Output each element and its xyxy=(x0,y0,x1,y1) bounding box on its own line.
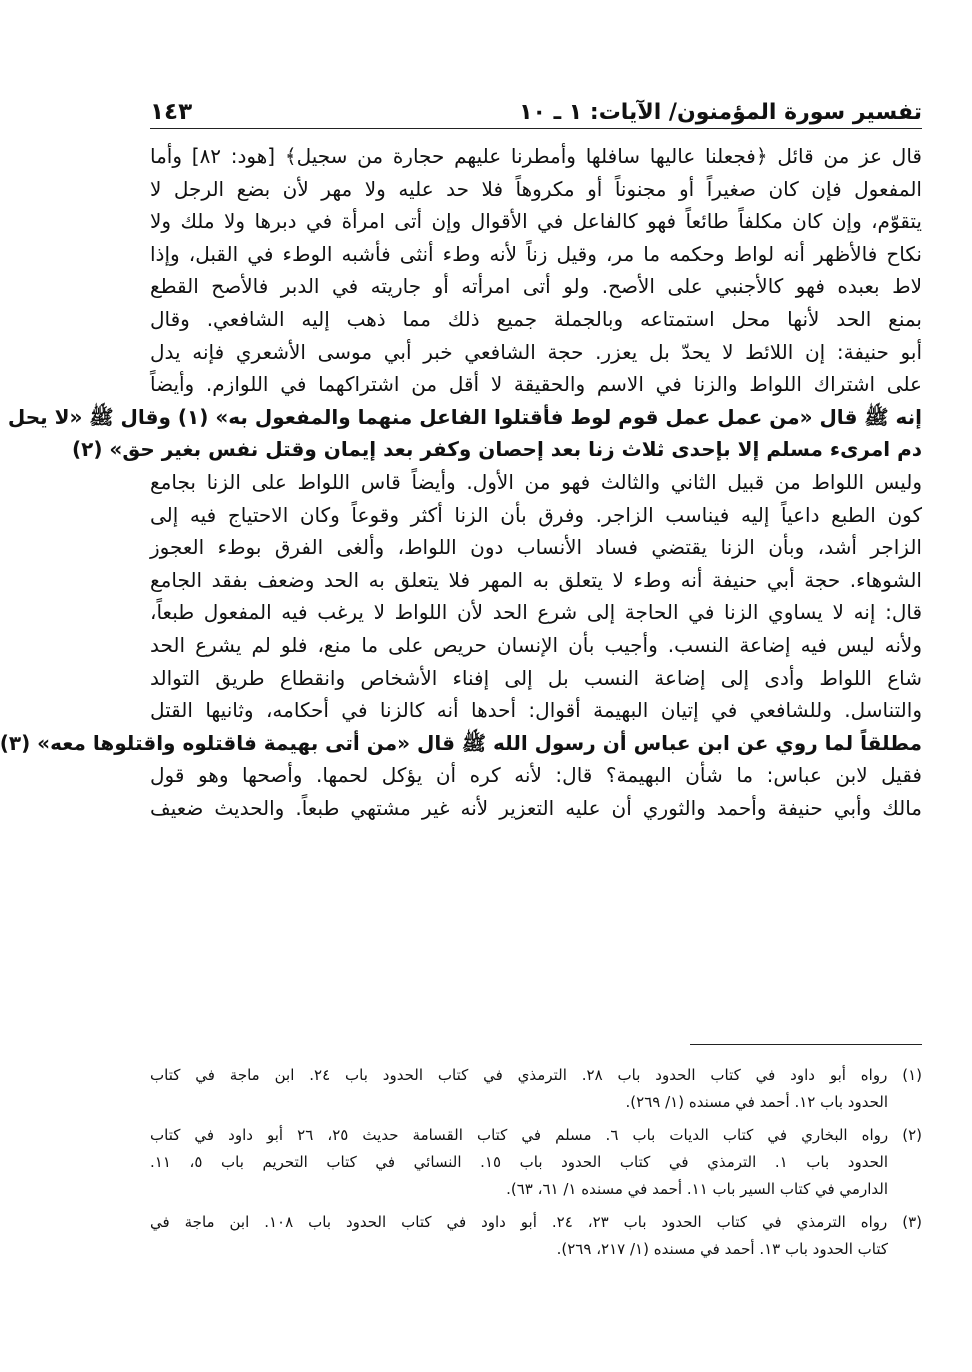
footnote-line: الدارمي في كتاب السير باب ١١. أحمد في مسنده ١/ ٦١، ٦٣). xyxy=(506,1180,888,1198)
text-line: شاع اللواط وأدى إلى إضاعة النسب بل إلى إفناء الأشخاص وانقطاع طريق التوالد xyxy=(150,665,922,690)
text-line: قال عز من قائل ﴿فجعلنا عاليها سافلها وأمطرنا عليهم حجارة من سجيل﴾ [هود: ٨٢] وأما xyxy=(150,144,922,168)
text-line: فقيل لابن عباس: ما شأن البهيمة؟ قال: لأنه كره أن يؤكل لحمها. وأصحها وهو قول xyxy=(150,763,922,788)
running-title: تفسير سورة المؤمنون/ الآيات: ١ ـ ١٠ xyxy=(519,100,922,125)
text-line: بمنع الحد لأنها محل استمتاعه وبالجملة جميع ذلك مما ذهب إليه الشافعي. وقال xyxy=(150,306,922,331)
text-line: والتناسل. وللشافعي في إتيان البهيمة أقوال: أحدها أنه كالزنا في أحكامه، وثانيها القتل xyxy=(150,698,922,723)
text-line: لاط بعبده فهو كالأجنبي على الأصح. ولو أتى امرأته أو جاريته في الدبر فالأصح القطع xyxy=(150,274,922,299)
text-line: مالك وأبي حنيفة وأحمد والثوري أن عليه التعزير لأنه غير مشتهي طبعاً. والحديث ضعيف xyxy=(150,795,922,820)
text-line: المفعول فإن كان صغيراً أو مجنوناً أو مكروهاً فلا حد عليه ولا مهر لأن بضع الرجل لا xyxy=(150,176,922,201)
footnote-line: الحدود باب ١٢. أحمد في مسنده (١/ ٢٦٩). xyxy=(625,1093,888,1111)
text-line: على اشتراك اللواط والزنا في الاسم والحقيقة لا أقل من اشتراكهما في اللوازم. وأيضاً xyxy=(150,372,922,397)
footnote-line: الحدود باب ١. الترمذي في كتاب الحدود باب ١٥. النسائي في كتاب التحريم باب ٥، ١١. xyxy=(150,1153,888,1171)
text-line-hadith: مطلقاً لما روي عن ابن عباس أن رسول الله ﷺ قال «من أتى بهيمة فاقتلوه واقتلوها معه» (٣) xyxy=(0,730,922,755)
footnote-separator xyxy=(690,1044,922,1045)
footnote-line: كتاب الحدود باب ١٣. أحمد في مسنده (١/ ٢١٧، ٢٦٩). xyxy=(556,1240,888,1258)
footnote-line: (٣) رواه الترمذي في كتاب الحدود باب ٢٣، ٢٤. أبو داود في كتاب الحدود باب ١٠٨. ابن ماجة في xyxy=(150,1213,923,1231)
text-line: أبو حنيفة: إن اللائط لا يحدّ بل يعزر. حجة الشافعي خبر أبي موسى الأشعري فإنه يدل xyxy=(150,339,922,364)
text-line: وليس اللواط من قبيل الثاني والثالث فهو من الأول. وأيضاً قاس اللواط على الزنا بجامع xyxy=(150,469,922,494)
footnote-2 xyxy=(150,1122,922,1203)
footnotes xyxy=(150,1062,922,1269)
footnote-line: (٢) رواه البخاري في كتاب الديات باب ٦. مسلم في كتاب القسامة حديث ٢٥، ٢٦ أبو داود في كتاب xyxy=(150,1126,923,1144)
footnote-3 xyxy=(150,1209,922,1263)
page-number: ١٤٣ xyxy=(150,99,193,125)
text-line: نكاح فالأظهر أنه لواط وحكمه ما مر، وقيل زناً لأنه وطء أنثى فأشبه الوطء في القبل، وإذا xyxy=(150,241,922,266)
page-header xyxy=(150,88,922,129)
text-line: الشوهاء. حجة أبي حنيفة أنه وطء لا يتعلق به المهر فلا يتعلق به الحد وضعف بفقد الجامع xyxy=(150,567,922,592)
text-line-hadith: إنه ﷺ قال «من عمل عمل قوم لوط فأقتلوا الفاعل منهما والمفعول به» (١) وقال ﷺ «لا يحل xyxy=(7,404,922,429)
text-line: يتقوّم، وإن كان مكلفاً طائعاً فهو كالفاعل في الأقوال وإن أتى امرأة في دبرها ولا ملك ولا xyxy=(150,209,922,234)
main-text xyxy=(0,140,922,824)
text-line: كون الطبع داعياً إليه فيناسب الزاجر. وفرق بأن الزنا أكثر وقوعاً وكان الاحتياج فيه إلى xyxy=(150,502,922,527)
footnote-line: (١) رواه أبو داود في كتاب الحدود باب ٢٨. الترمذي في كتاب الحدود باب ٢٤. ابن ماجة في كتاب xyxy=(150,1066,922,1084)
footnote-1 xyxy=(150,1062,922,1116)
text-line-hadith: دم امرىء مسلم إلا بإحدى ثلاث زنا بعد إحصان وكفر بعد إيمان وقتل نفس بغير حق» (٢) xyxy=(71,437,922,462)
text-line: الزاجر أشد، وبأن الزنا يقتضي فساد الأنساب دون اللواط، وألغى الفرق بوطء العجوز xyxy=(150,535,922,560)
text-line: ولأنه ليس فيه إضاعة النسب. وأجيب بأن الإنسان حريص على ما منع، فلو لم يشرع الحد xyxy=(150,632,922,657)
text-line: قال: إنه لا يساوي الزنا في الحاجة إلى شرع الحد لأن اللواط لا يرغب فيه المفعول طبعاً، xyxy=(150,600,922,625)
